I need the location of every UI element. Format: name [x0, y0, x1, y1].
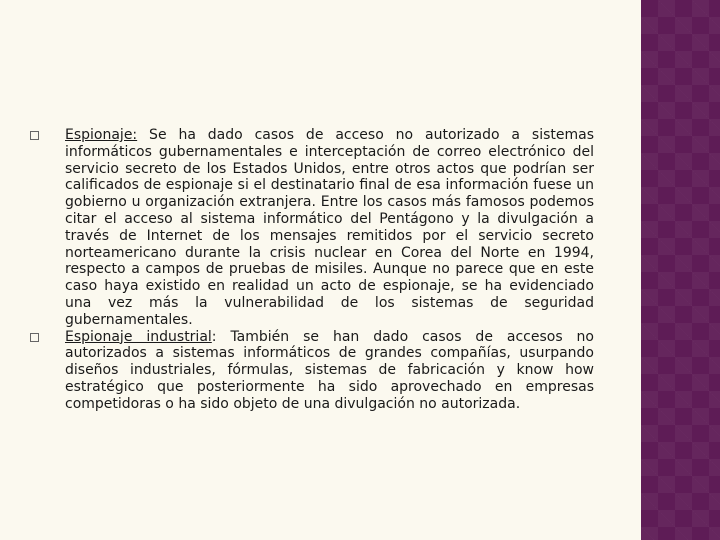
bullet-text: : También se han dado casos de accesos no autorizados a sistemas informáticos de grandes compañías, usurpando diseños industriales, fórmulas, sistemas de fabricación y know how estratégico que posteriormente ha sido aprovechado en empresas competidoras o ha sido objeto de una divulgación no autorizada.	[65, 328, 594, 412]
bullet-text: Se ha dado casos de acceso no autorizado a sistemas informáticos gubernamentales e interceptación de correo electrónico del servicio secreto de los Estados Unidos, entre otros actos que podrían ser calificados de espionaje si el destinatario final de esa información fuese un gobierno u organización extranjera. Entre los casos más famosos podemos citar el acceso al sistema informático del Pentágono y la divulgación a través de Internet de los mensajes remitidos por el servicio secreto norteamericano durante la crisis nuclear en Corea del Norte en 1994, respecto a campos de pruebas de misiles. Aunque no parece que en este caso haya existido en realidad un acto de espionaje, se ha evidenciado una vez más la vulnerabilidad de los sistemas de seguridad gubernamentales.	[65, 127, 594, 328]
empty-square-bullet-icon	[30, 131, 39, 140]
empty-square-bullet-icon	[30, 333, 39, 342]
bullet-term: Espionaje industrial	[65, 328, 212, 345]
bullet-term: Espionaje:	[65, 127, 138, 143]
bullet-list	[30, 127, 594, 413]
bullet-item-espionaje-industrial	[30, 329, 594, 413]
decorative-side-panel	[641, 0, 720, 540]
bullet-item-espionaje	[30, 127, 594, 329]
